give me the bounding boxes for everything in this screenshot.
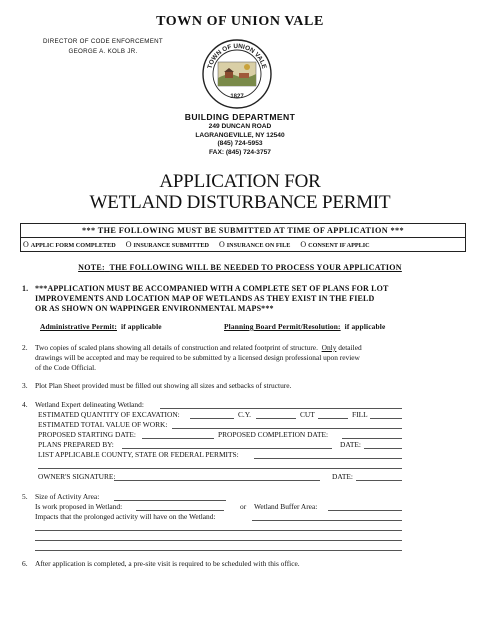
item-2-line-1: Two copies of scaled plans showing all details of construction and related footprint of structure. Only detailed xyxy=(35,343,362,352)
department-street: 249 DUNCAN ROAD xyxy=(208,123,272,130)
checklist-item-consent[interactable]: O CONSENT IF APPLIC xyxy=(300,240,370,249)
admin-permit: Administrative Permit: if applicable xyxy=(40,322,162,331)
buffer-area-field[interactable] xyxy=(328,510,402,511)
activity-area-field[interactable] xyxy=(114,500,226,501)
item-1 xyxy=(22,284,462,344)
owner-signature-field[interactable] xyxy=(114,480,320,481)
signature-date-label: DATE: xyxy=(332,472,353,481)
plans-prepared-field[interactable] xyxy=(122,448,332,449)
checkbox-circle[interactable]: O xyxy=(300,240,307,249)
item-number: 6. xyxy=(22,559,28,568)
fill-field[interactable] xyxy=(370,418,402,419)
checklist-items xyxy=(23,240,380,249)
proposed-wetland-field[interactable] xyxy=(136,510,224,511)
signature-date-field[interactable] xyxy=(356,480,402,481)
plans-prepared-label: PLANS PREPARED BY: xyxy=(38,440,114,449)
cy-field[interactable] xyxy=(256,418,296,419)
completion-date-label: PROPOSED COMPLETION DATE: xyxy=(218,430,329,439)
permits-field-extra-line[interactable] xyxy=(38,468,402,469)
total-value-label: ESTIMATED TOTAL VALUE OF WORK: xyxy=(38,420,168,429)
wetland-expert-label: Wetland Expert delineating Wetland: xyxy=(35,400,144,409)
note-label: NOTE: xyxy=(78,263,105,272)
completion-date-field[interactable] xyxy=(342,438,402,439)
department-phone: (845) 724-5953 xyxy=(217,140,263,148)
excavation-qty-field[interactable] xyxy=(190,418,234,419)
item-6 xyxy=(22,559,462,571)
department-fax: FAX: (845) 724-3757 xyxy=(209,148,271,156)
start-date-field[interactable] xyxy=(142,438,214,439)
impacts-field-line-4[interactable] xyxy=(35,550,402,551)
item-2-line-2: drawings will be accepted and may be required to be submitted by a licensed design professional upon review xyxy=(35,353,360,362)
title-line-2: WETLAND DISTURBANCE PERMIT xyxy=(89,192,391,213)
plans-date-field[interactable] xyxy=(364,448,402,449)
wetland-expert-field[interactable] xyxy=(160,408,402,409)
plans-date-label: DATE: xyxy=(340,440,361,449)
department-name: BUILDING DEPARTMENT xyxy=(184,112,296,122)
cut-label: CUT xyxy=(300,410,315,419)
item-4 xyxy=(22,400,462,485)
checklist-item-applic-form[interactable]: O APPLIC FORM COMPLETED xyxy=(23,240,116,249)
checklist-divider xyxy=(21,237,465,238)
department-block xyxy=(0,112,480,157)
processing-note xyxy=(0,263,480,272)
proposed-wetland-label: Is work proposed in Wetland: xyxy=(35,502,123,511)
activity-area-label: Size of Activity Area: xyxy=(35,492,100,501)
start-date-label: PROPOSED STARTING DATE: xyxy=(38,430,136,439)
director-title: DIRECTOR OF CODE ENFORCEMENT xyxy=(42,38,163,45)
note-text: THE FOLLOWING WILL BE NEEDED TO PROCESS YOUR APPLICATION xyxy=(109,263,402,272)
item-3 xyxy=(22,381,462,393)
impacts-field-line-3[interactable] xyxy=(35,540,402,541)
checklist-heading: *** THE FOLLOWING MUST BE SUBMITTED AT TIME OF APPLICATION *** xyxy=(81,226,405,235)
director-block xyxy=(28,37,178,57)
title-line-1: APPLICATION FOR xyxy=(159,171,321,192)
buffer-area-label: Wetland Buffer Area: xyxy=(254,502,318,511)
planning-permit: Planning Board Permit/Resolution: if applicable xyxy=(224,322,386,331)
checklist-item-insurance-submitted[interactable]: O INSURANCE SUBMITTED xyxy=(125,240,209,249)
item-3-line-1: Plot Plan Sheet provided must be filled out showing all sizes and setbacks of structure. xyxy=(35,381,292,390)
item-2 xyxy=(22,343,462,375)
submission-checklist-box xyxy=(20,223,466,252)
town-name: TOWN OF UNION VALE xyxy=(156,14,324,29)
checkbox-circle[interactable]: O xyxy=(125,240,132,249)
impacts-label: Impacts that the prolonged activity will have on the Wetland: xyxy=(35,512,216,521)
item-6-line-1: After application is completed, a pre-site visit is required to be scheduled with this office. xyxy=(35,559,300,568)
permits-field[interactable] xyxy=(254,458,402,459)
item-number: 3. xyxy=(22,381,28,390)
total-value-field[interactable] xyxy=(172,428,402,429)
permits-label: LIST APPLICABLE COUNTY, STATE OR FEDERAL PERMITS: xyxy=(38,450,239,459)
checklist-item-insurance-on-file[interactable]: O INSURANCE ON FILE xyxy=(218,240,291,249)
item-1-line-3: OR AS SHOWN ON WAPPINGER ENVIRONMENTAL MAPS*** xyxy=(35,304,274,313)
item-1-line-1: ***APPLICATION MUST BE ACCOMPANIED WITH A COMPLETE SET OF PLANS FOR LOT xyxy=(35,284,389,293)
item-number: 2. xyxy=(22,343,28,352)
checkbox-circle[interactable]: O xyxy=(23,240,29,249)
owner-signature-label: OWNER'S SIGNATURE: xyxy=(38,472,116,481)
checkbox-circle[interactable]: O xyxy=(218,240,225,249)
item-2-line-3: of the Code Official. xyxy=(35,363,97,372)
impacts-field-line-2[interactable] xyxy=(35,530,402,531)
department-city: LAGRANGEVILLE, NY 12540 xyxy=(195,131,285,139)
cut-field[interactable] xyxy=(318,418,348,419)
fill-label: FILL xyxy=(352,410,368,419)
document-title xyxy=(0,171,480,213)
svg-text:TOWN OF UNION VALE: TOWN OF UNION VALE xyxy=(206,42,268,70)
item-number: 4. xyxy=(22,400,28,409)
director-name: GEORGE A. KOLB JR. xyxy=(68,48,138,55)
town-seal-logo xyxy=(201,38,273,110)
excavation-label: ESTIMATED QUANTITY OF EXCAVATION: xyxy=(38,410,180,419)
impacts-field[interactable] xyxy=(252,520,402,521)
item-5 xyxy=(22,492,462,552)
item-number: 5. xyxy=(22,492,28,501)
cy-label: C.Y. xyxy=(238,410,252,419)
or-label: or xyxy=(240,502,247,511)
svg-text:1827: 1827 xyxy=(230,94,244,100)
item-number: 1. xyxy=(22,284,29,293)
item-1-line-2: IMPROVEMENTS AND LOCATION MAP OF WETLANDS AS THEY EXIST IN THE FIELD xyxy=(35,294,375,303)
